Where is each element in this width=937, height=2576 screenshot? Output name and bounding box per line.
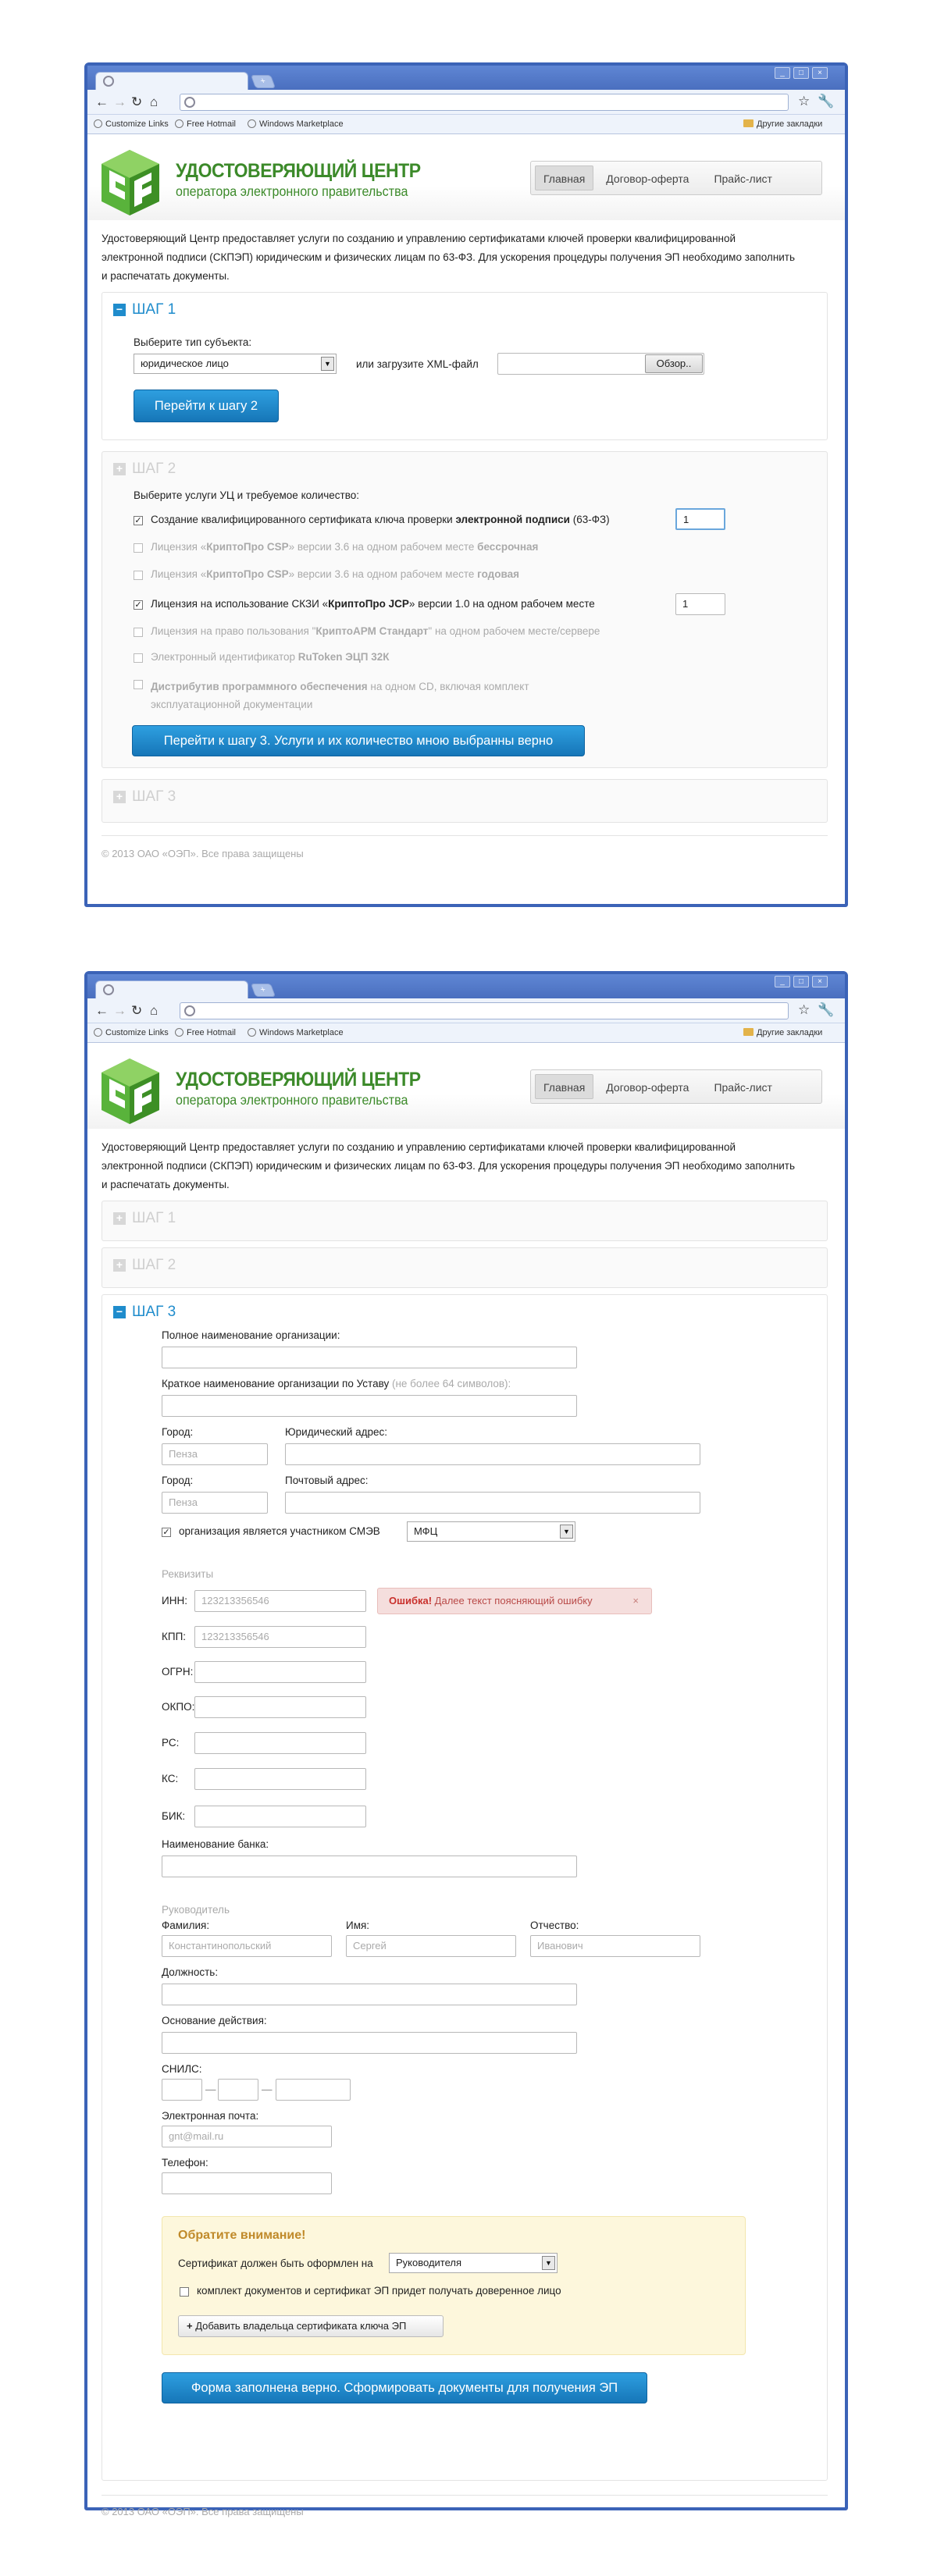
- reload-icon[interactable]: ↻: [131, 94, 143, 109]
- dropdown-arrow-icon: ▼: [542, 2256, 555, 2270]
- full-name-input[interactable]: [162, 1347, 577, 1368]
- position-label: Должность:: [162, 1966, 219, 1978]
- short-name-input[interactable]: [162, 1395, 577, 1417]
- folder-icon: [743, 119, 754, 127]
- postal-address-input[interactable]: [285, 1492, 700, 1514]
- service-checkbox[interactable]: [134, 543, 143, 553]
- service-label: Электронный идентификатор RuToken ЭЦП 32К: [151, 651, 390, 663]
- bookmark-windows-marketplace[interactable]: Windows Marketplace: [248, 1023, 344, 1043]
- expand-icon: +: [113, 791, 126, 803]
- back-icon[interactable]: ←: [95, 1003, 109, 1018]
- service-quantity-input[interactable]: 1: [675, 593, 725, 615]
- service-label: Лицензия на право пользования "КриптоАРМ Стандарт" на одном рабочем месте/сервере: [151, 625, 600, 637]
- step1-panel: [102, 1201, 828, 1241]
- site-icon: [184, 97, 195, 108]
- forward-icon[interactable]: →: [113, 94, 126, 109]
- patronymic-label: Отчество:: [530, 1920, 579, 1931]
- service-label: Создание квалифицированного сертификата ключа проверки электронной подписи (63-ФЗ): [151, 514, 610, 525]
- step3-header[interactable]: − ШАГ 3: [113, 1304, 176, 1321]
- browser-window-step1: [84, 62, 848, 907]
- folder-icon: [743, 1028, 754, 1036]
- bookmark-star-icon[interactable]: ☆: [798, 1002, 811, 1017]
- maximize-icon[interactable]: □: [793, 976, 809, 987]
- menu-item-home[interactable]: Главная: [535, 165, 593, 190]
- smev-label: организация является участником СМЭВ: [179, 1525, 380, 1537]
- minimize-icon[interactable]: _: [775, 976, 790, 987]
- okpo-label: ОКПО:: [162, 1701, 195, 1713]
- ogrn-input[interactable]: [194, 1661, 366, 1683]
- services-lead: Выберите услуги УЦ и требуемое количество:: [134, 489, 360, 501]
- rs-label: РС:: [162, 1737, 180, 1749]
- menu-item-pricelist[interactable]: Прайс-лист: [714, 1081, 772, 1094]
- collapse-icon: −: [113, 1306, 126, 1318]
- bookmark-star-icon[interactable]: ☆: [798, 94, 811, 109]
- snils-part3-input[interactable]: [276, 2079, 351, 2101]
- browser-toolbar: [87, 998, 845, 1023]
- close-window-icon[interactable]: ×: [812, 976, 828, 987]
- maximize-icon[interactable]: □: [793, 67, 809, 79]
- brand-title: УДОСТОВЕРЯЮЩИЙ ЦЕНТР: [176, 160, 421, 182]
- menu-item-offer[interactable]: Договор-оферта: [606, 1081, 689, 1094]
- plus-icon: +: [187, 2320, 193, 2332]
- subject-type-select[interactable]: юридическое лицо ▼: [134, 354, 337, 374]
- service-quantity-input[interactable]: 1: [675, 508, 725, 530]
- step2-panel: [102, 1247, 828, 1288]
- bank-input[interactable]: [162, 1856, 577, 1877]
- head-title: Руководитель: [162, 1904, 230, 1916]
- step2-panel: [102, 451, 828, 768]
- other-bookmarks[interactable]: Другие закладки: [743, 1023, 822, 1043]
- wrench-icon[interactable]: 🔧: [818, 1002, 835, 1017]
- step1-panel: [102, 292, 828, 440]
- service-checkbox[interactable]: [134, 680, 143, 689]
- browser-toolbar: [87, 90, 845, 115]
- wrench-icon[interactable]: 🔧: [818, 94, 835, 109]
- cert-owner-label: Сертификат должен быть оформлен на: [178, 2258, 373, 2269]
- name-input[interactable]: Сергей: [346, 1935, 516, 1957]
- bookmark-customize-links[interactable]: Customize Links: [94, 115, 169, 134]
- bik-label: БИК:: [162, 1810, 186, 1822]
- service-label: Дистрибутив программного обеспечения на одном CD, включая комплект эксплуатационной документации: [151, 681, 529, 710]
- page-content: [87, 1043, 845, 2576]
- new-tab-button[interactable]: +: [251, 75, 276, 88]
- email-label: Электронная почта:: [162, 2110, 259, 2122]
- snils-dash: —: [205, 2083, 216, 2095]
- service-checkbox[interactable]: ✓: [134, 600, 142, 610]
- bookmark-customize-links[interactable]: Customize Links: [94, 1023, 169, 1043]
- snils-dash: —: [262, 2083, 273, 2095]
- bik-input[interactable]: [194, 1806, 366, 1827]
- postal-city-input[interactable]: Пенза: [162, 1492, 268, 1514]
- intro-text: Удостоверяющий Центр предоставляет услуги по созданию и управлению сертификатами ключей проверки квалифицированной электронной подписи (СКПЭП) юридическим и физических лицам по 63-ФЗ. Для ускорения процедуры получения ЭП необходимо заполнить и распечатать документы.: [102, 233, 796, 282]
- okpo-input[interactable]: [194, 1696, 366, 1718]
- menu-item-pricelist[interactable]: Прайс-лист: [714, 173, 772, 185]
- service-checkbox[interactable]: ✓: [134, 516, 142, 525]
- trusted-person-checkbox[interactable]: [180, 2287, 189, 2297]
- name-label: Имя:: [346, 1920, 370, 1931]
- title-bar: [87, 974, 845, 998]
- expand-icon: +: [113, 1212, 126, 1225]
- snils-label: СНИЛС:: [162, 2063, 202, 2075]
- email-input[interactable]: gnt@mail.ru: [162, 2126, 332, 2147]
- dropdown-arrow-icon: ▼: [321, 357, 334, 371]
- main-menu: [530, 161, 822, 195]
- trusted-person-label: комплект документов и сертификат ЭП придет получать доверенное лицо: [197, 2285, 561, 2297]
- step3-header[interactable]: + ШАГ 3: [113, 788, 176, 806]
- globe-icon: [175, 1028, 183, 1037]
- step2-header[interactable]: + ШАГ 2: [113, 461, 176, 478]
- globe-icon: [248, 1028, 256, 1037]
- legal-address-label: Юридический адрес:: [285, 1426, 388, 1438]
- back-icon[interactable]: ←: [95, 94, 109, 109]
- service-label: Лицензия на использование СКЗИ «КриптоПро JCP» версии 1.0 на одном рабочем месте: [151, 598, 595, 610]
- page-favicon-icon: [103, 76, 114, 87]
- page-favicon-icon: [103, 984, 114, 995]
- minimize-icon[interactable]: _: [775, 67, 790, 79]
- phone-label: Телефон:: [162, 2157, 208, 2169]
- ogrn-label: ОГРН:: [162, 1666, 194, 1678]
- snils-part2-input[interactable]: [218, 2079, 258, 2101]
- close-window-icon[interactable]: ×: [812, 67, 828, 79]
- address-bar[interactable]: [180, 1002, 789, 1019]
- service-label: Лицензия «КриптоПро CSP» версии 3.6 на одном рабочем месте бессрочная: [151, 541, 539, 553]
- home-icon[interactable]: ⌂: [150, 1003, 159, 1018]
- smev-select[interactable]: МФЦ ▼: [407, 1521, 575, 1542]
- footer-divider: [102, 835, 828, 836]
- bookmark-free-hotmail[interactable]: Free Hotmail: [175, 1023, 236, 1043]
- surname-label: Фамилия:: [162, 1920, 210, 1931]
- browser-tab[interactable]: [95, 980, 248, 998]
- home-icon[interactable]: ⌂: [150, 94, 159, 109]
- subject-type-label: Выберите тип субъекта:: [134, 336, 252, 348]
- bookmarks-bar: [87, 115, 845, 134]
- error-alert: Ошибка! Далее текст поясняющий ошибку ×: [377, 1588, 652, 1614]
- site-logo-icon: [98, 1055, 162, 1127]
- step3-panel: [102, 779, 828, 823]
- legal-city-label: Город:: [162, 1426, 194, 1438]
- ks-input[interactable]: [194, 1768, 366, 1790]
- inn-label: ИНН:: [162, 1595, 187, 1606]
- step2-header[interactable]: + ШАГ 2: [113, 1257, 176, 1274]
- menu-item-home[interactable]: Главная: [535, 1074, 593, 1099]
- requisites-title: Реквизиты: [162, 1568, 214, 1580]
- service-checkbox[interactable]: [134, 628, 143, 637]
- postal-city-label: Город:: [162, 1475, 194, 1486]
- close-alert-icon[interactable]: ×: [632, 1595, 639, 1606]
- globe-icon: [94, 119, 102, 128]
- surname-input[interactable]: Константинопольский: [162, 1935, 332, 1957]
- other-bookmarks[interactable]: Другие закладки: [743, 115, 822, 134]
- smev-checkbox[interactable]: ✓: [162, 1528, 170, 1537]
- expand-icon: +: [113, 1259, 126, 1272]
- site-header: [87, 134, 845, 220]
- add-owner-button[interactable]: + Добавить владельца сертификата ключа ЭП: [178, 2315, 444, 2337]
- phone-input[interactable]: [162, 2172, 332, 2194]
- footer-divider: [102, 2495, 828, 2496]
- position-input[interactable]: [162, 1984, 577, 2005]
- browser-window-step3: [84, 971, 848, 2517]
- basis-input[interactable]: [162, 2032, 577, 2054]
- go-to-step3-button[interactable]: Перейти к шагу 3. Услуги и их количество мною выбранны верно: [132, 725, 585, 756]
- dropdown-arrow-icon: ▼: [560, 1525, 573, 1539]
- site-icon: [184, 1005, 195, 1016]
- ks-label: КС:: [162, 1773, 179, 1784]
- forward-icon[interactable]: →: [113, 1003, 126, 1018]
- reload-icon[interactable]: ↻: [131, 1003, 143, 1018]
- site-header: [87, 1043, 845, 1129]
- globe-icon: [94, 1028, 102, 1037]
- service-checkbox[interactable]: [134, 653, 143, 663]
- kpp-input[interactable]: 123213356546: [194, 1626, 366, 1648]
- kpp-label: КПП:: [162, 1631, 187, 1642]
- bookmark-free-hotmail[interactable]: Free Hotmail: [175, 115, 236, 134]
- bookmarks-bar: [87, 1023, 845, 1043]
- address-bar[interactable]: [180, 94, 789, 111]
- service-checkbox[interactable]: [134, 571, 143, 580]
- snils-part1-input[interactable]: [162, 2079, 202, 2101]
- notice-title: Обратите внимание!: [178, 2229, 306, 2242]
- footer-copyright: © 2013 ОАО «ОЭП». Все права защищены: [102, 848, 304, 859]
- intro-text: Удостоверяющий Центр предоставляет услуги по созданию и управлению сертификатами ключей проверки квалифицированной электронной подписи (СКПЭП) юридическим и физических лицам по 63-ФЗ. Для ускорения процедуры получения ЭП необходимо заполнить и распечатать документы.: [102, 1141, 796, 1190]
- collapse-icon: −: [113, 304, 126, 316]
- go-to-step2-button[interactable]: Перейти к шагу 2: [134, 390, 279, 422]
- globe-icon: [175, 119, 183, 128]
- legal-city-input[interactable]: Пенза: [162, 1443, 268, 1465]
- cert-owner-select[interactable]: Руководителя ▼: [389, 2253, 558, 2273]
- inn-input[interactable]: 123213356546: [194, 1590, 366, 1612]
- menu-item-offer[interactable]: Договор-оферта: [606, 173, 689, 185]
- brand-subtitle: оператора электронного правительства: [176, 183, 408, 199]
- postal-address-label: Почтовый адрес:: [285, 1475, 369, 1486]
- bookmark-windows-marketplace[interactable]: Windows Marketplace: [248, 115, 344, 134]
- title-bar: [87, 66, 845, 90]
- new-tab-button[interactable]: +: [251, 984, 276, 997]
- service-label: Лицензия «КриптоПро CSP» версии 3.6 на одном рабочем месте годовая: [151, 568, 519, 580]
- step3-panel: [102, 1294, 828, 2481]
- globe-icon: [248, 119, 256, 128]
- patronymic-input[interactable]: Иванович: [530, 1935, 700, 1957]
- site-logo-icon: [98, 147, 162, 219]
- step1-header[interactable]: + ШАГ 1: [113, 1210, 176, 1227]
- footer-copyright: © 2013 ОАО «ОЭП». Все права защищены: [102, 2506, 304, 2517]
- browse-button[interactable]: Обзор..: [645, 354, 703, 373]
- rs-input[interactable]: [194, 1732, 366, 1754]
- main-menu: [530, 1069, 822, 1104]
- legal-address-input[interactable]: [285, 1443, 700, 1465]
- submit-form-button[interactable]: Форма заполнена верно. Сформировать документы для получения ЭП: [162, 2372, 647, 2403]
- short-name-label: Краткое наименование организации по Уставу (не более 64 символов):: [162, 1378, 511, 1389]
- step1-header[interactable]: − ШАГ 1: [113, 301, 176, 318]
- bank-label: Наименование банка:: [162, 1838, 269, 1850]
- brand-subtitle: оператора электронного правительства: [176, 1092, 408, 1108]
- brand-title: УДОСТОВЕРЯЮЩИЙ ЦЕНТР: [176, 1069, 421, 1091]
- browser-tab[interactable]: [95, 72, 248, 90]
- notice-box: [162, 2216, 746, 2355]
- full-name-label: Полное наименование организации:: [162, 1329, 340, 1341]
- xml-upload-label: или загрузите XML-файл: [356, 358, 479, 370]
- page-content: [87, 134, 845, 973]
- basis-label: Основание действия:: [162, 2015, 267, 2026]
- expand-icon: +: [113, 463, 126, 475]
